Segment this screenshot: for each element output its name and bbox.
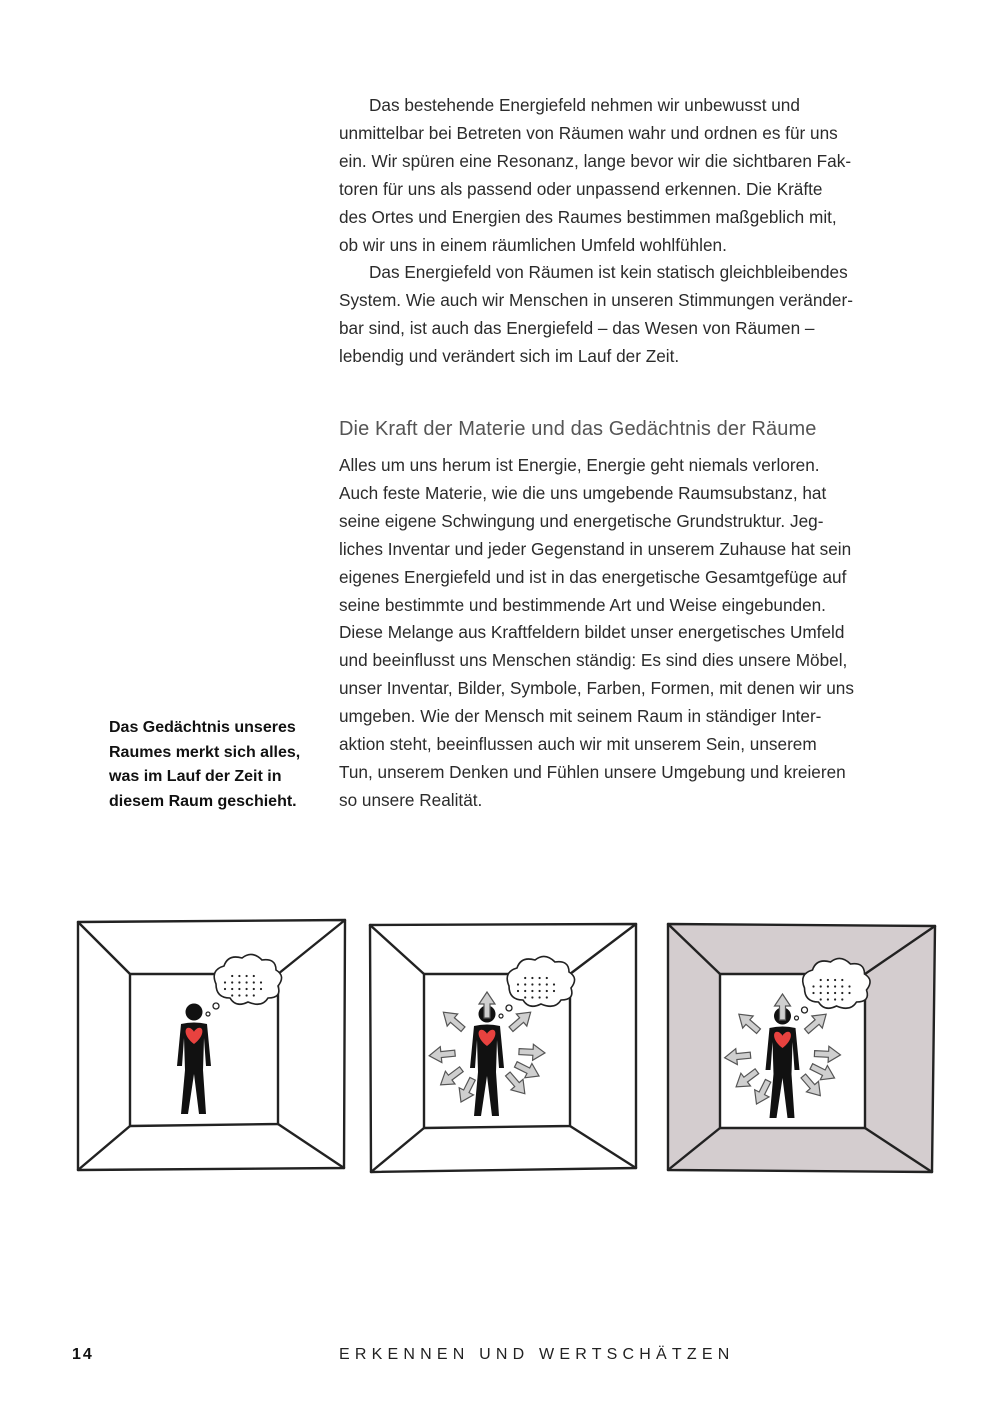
thought-mark (834, 998, 836, 1000)
thought-mark (260, 981, 262, 983)
thought-mark (531, 977, 533, 979)
thought-mark (827, 998, 829, 1000)
body-line: unser Inventar, Bilder, Symbole, Farben, Formen, mit denen wir uns (339, 678, 854, 699)
thought-mark (834, 992, 836, 994)
thought-mark (827, 979, 829, 981)
body-line: aktion steht, beeinflussen auch wir mit unserem Sein, unserem (339, 734, 817, 755)
thought-mark (238, 988, 240, 990)
thought-mark (827, 992, 829, 994)
body-line: und beeinflusst uns Menschen ständig: Es sind dies unsere Möbel, (339, 650, 848, 671)
intro-line: unmittelbar bei Betreten von Räumen wahr und ordnen es für uns (339, 122, 838, 143)
body-line: so unsere Realität. (339, 789, 483, 810)
intro-line: Das bestehende Energiefeld nehmen wir unbewusst und (369, 95, 800, 115)
thought-mark (260, 988, 262, 990)
margin-note-line: Das Gedächtnis unseres (109, 719, 296, 736)
margin-note-line: Raumes merkt sich alles, (109, 743, 301, 761)
thought-dot (499, 1014, 503, 1018)
thought-mark (539, 990, 541, 992)
thought-mark (231, 988, 233, 990)
thought-mark (238, 975, 240, 977)
section-heading: Die Kraft der Materie und das Gedächtnis der Räume (339, 418, 817, 440)
thought-mark (224, 981, 226, 983)
thought-mark (231, 994, 233, 996)
thought-dot (795, 1016, 799, 1020)
thought-mark (253, 981, 255, 983)
intro-line: des Ortes und Energien des Raumes bestimmen maßgeblich mit, (339, 206, 837, 227)
thought-mark (246, 975, 248, 977)
body-line: Tun, unserem Denken und Fühlen unsere Umgebung und kreieren (339, 761, 846, 782)
thought-mark (253, 994, 255, 996)
thought-mark (539, 977, 541, 979)
thought-mark (841, 992, 843, 994)
body-line: liches Inventar und jeder Gegenstand in unserem Zuhause hat sein (339, 538, 852, 559)
body-line: seine eigene Schwingung und energetische Grundstruktur. Jeg- (339, 510, 824, 531)
thought-dot (506, 1005, 512, 1011)
room-illustrations (0, 900, 1000, 1200)
intro-line: bar sind, ist auch das Energiefeld – das Wesen von Räumen – (339, 318, 815, 339)
intro-line: lebendig und verändert sich im Lauf der Zeit. (339, 346, 680, 367)
thought-mark (238, 981, 240, 983)
room-panel-2 (370, 924, 636, 1172)
intro-line: ein. Wir spüren eine Resonanz, lange bevor wir die sichtbaren Fak- (339, 150, 852, 171)
thought-mark (841, 979, 843, 981)
page-number: 14 (72, 1346, 94, 1363)
body-line: Diese Melange aus Kraftfeldern bildet unser energetisches Umfeld (339, 622, 845, 643)
thought-mark (246, 994, 248, 996)
body-line: Auch feste Materie, wie die uns umgebende Raumsubstanz, hat (339, 482, 827, 503)
thought-mark (812, 992, 814, 994)
intro-line: toren für uns als passend oder unpassend erkennen. Die Kräfte (339, 178, 823, 199)
body-line: umgeben. Wie der Mensch mit seinem Raum in ständiger Inter- (339, 706, 822, 727)
thought-mark (531, 983, 533, 985)
body-line: seine bestimmte und bestimmende Art und Weise eingebunden. (339, 594, 826, 615)
person-head (186, 1004, 203, 1021)
thought-mark (820, 992, 822, 994)
thought-mark (546, 996, 548, 998)
running-title: ERKENNEN UND WERTSCHÄTZEN (339, 1346, 735, 1363)
thought-mark (231, 975, 233, 977)
thought-mark (820, 979, 822, 981)
thought-dot (206, 1012, 210, 1016)
thought-mark (848, 985, 850, 987)
thought-mark (524, 983, 526, 985)
thought-mark (553, 983, 555, 985)
thought-mark (524, 977, 526, 979)
thought-mark (546, 990, 548, 992)
intro-line: System. Wie auch wir Menschen in unseren Stimmungen veränder- (339, 290, 853, 311)
margin-note (109, 716, 329, 814)
room-panel-1 (78, 920, 345, 1170)
thought-mark (539, 983, 541, 985)
thought-mark (820, 998, 822, 1000)
thought-dot (213, 1003, 219, 1009)
thought-mark (517, 983, 519, 985)
thought-mark (834, 985, 836, 987)
section-body (339, 452, 884, 815)
thought-mark (246, 981, 248, 983)
body-line: Alles um uns herum ist Energie, Energie geht niemals verloren. (339, 455, 820, 475)
thought-mark (517, 990, 519, 992)
room-panel-3 (668, 924, 935, 1172)
intro-line: Das Energiefeld von Räumen ist kein statisch gleichbleibendes (369, 262, 848, 283)
thought-mark (231, 981, 233, 983)
thought-mark (531, 996, 533, 998)
intro-paragraphs (339, 92, 884, 371)
thought-mark (531, 990, 533, 992)
thought-mark (539, 996, 541, 998)
thought-mark (827, 985, 829, 987)
thought-mark (820, 985, 822, 987)
thought-mark (848, 992, 850, 994)
thought-mark (841, 985, 843, 987)
thought-mark (524, 996, 526, 998)
thought-mark (253, 975, 255, 977)
thought-mark (253, 988, 255, 990)
thought-mark (238, 994, 240, 996)
thought-mark (546, 983, 548, 985)
margin-note-line: diesem Raum geschieht. (109, 792, 297, 810)
thought-mark (224, 988, 226, 990)
thought-mark (834, 979, 836, 981)
body-line: eigenes Energiefeld und ist in das energetische Gesamtgefüge auf (339, 566, 847, 587)
thought-mark (553, 990, 555, 992)
thought-mark (841, 998, 843, 1000)
margin-note-line: was im Lauf der Zeit in (109, 768, 282, 786)
thought-mark (812, 985, 814, 987)
thought-mark (546, 977, 548, 979)
thought-dot (802, 1007, 808, 1013)
intro-line: ob wir uns in einem räumlichen Umfeld wohlfühlen. (339, 234, 727, 255)
thought-mark (524, 990, 526, 992)
thought-mark (246, 988, 248, 990)
